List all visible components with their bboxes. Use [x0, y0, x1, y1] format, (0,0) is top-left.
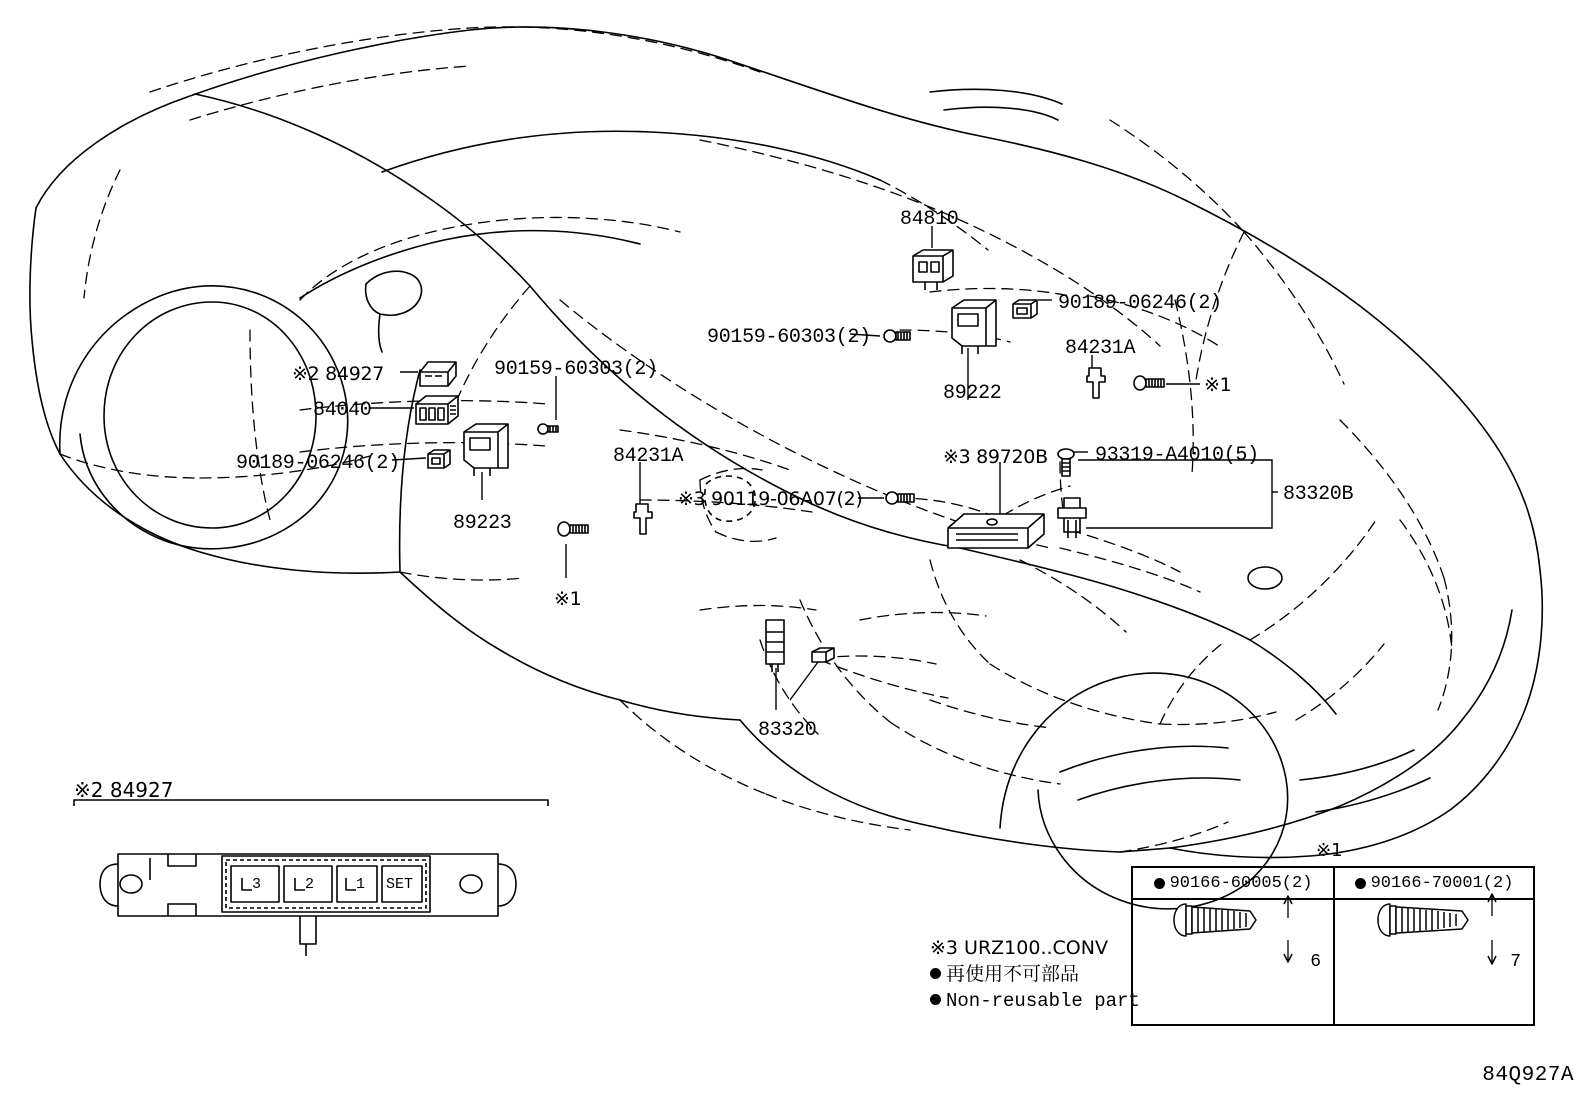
fastener-image-right: [1335, 900, 1533, 1026]
callout-90119-06a07: ※3 90119-06A07(2): [678, 488, 863, 510]
switch-key-1[interactable]: 1: [356, 876, 366, 893]
callout-90189-06246-left: 90189-06246(2): [236, 452, 400, 475]
callout-89223: 89223: [453, 512, 512, 535]
fastener-cell-right: [1333, 868, 1533, 1024]
filled-circle-icon: [1154, 878, 1165, 889]
callout-90159-60303-right: 90159-60303(2): [707, 326, 871, 349]
callout-89720b: ※3 89720B: [943, 446, 1048, 468]
callout-83320b: 83320B: [1283, 483, 1354, 506]
switch-key-3[interactable]: 3: [252, 876, 262, 893]
fastener-part-right: 90166-70001(2): [1335, 868, 1533, 900]
note-mark3: ※3 URZ100..CONV: [930, 937, 1108, 959]
note-nonreusable-en: Non-reusable part: [930, 988, 1140, 1014]
figure-id: 84Q927A: [1482, 1064, 1574, 1087]
legend-notes: [930, 935, 1140, 1014]
callout-mark1-left: ※1: [554, 588, 582, 610]
fastener-table: [1131, 866, 1535, 1026]
fastener-table-mark: ※1: [1316, 840, 1343, 861]
callout-90159-60303-left: 90159-60303(2): [494, 358, 658, 381]
switch-detail-title: ※2 84927: [74, 778, 174, 802]
filled-circle-icon: [930, 968, 941, 979]
callout-90189-06246-right: 90189-06246(2): [1058, 292, 1222, 315]
fastener-part-left: 90166-60005(2): [1133, 868, 1333, 900]
filled-circle-icon: [1355, 878, 1366, 889]
callout-84927: ※2 84927: [292, 363, 385, 385]
switch-key-2[interactable]: 2: [305, 876, 315, 893]
filled-circle-icon: [930, 994, 941, 1005]
switch-key-set[interactable]: SET: [386, 876, 414, 893]
callout-84810: 84810: [900, 208, 959, 231]
callout-84040: 84040: [313, 399, 372, 422]
fastener-length-left: 6: [1310, 952, 1321, 972]
callout-83320: 83320: [758, 719, 817, 742]
fastener-length-right: 7: [1510, 952, 1521, 972]
note-nonreusable-jp: 再使用不可部品: [930, 961, 1140, 988]
callout-mark1-right: ※1: [1204, 374, 1232, 396]
fastener-image-left: [1133, 900, 1333, 1026]
callout-89222: 89222: [943, 382, 1002, 405]
callout-84231a-right: 84231A: [1065, 337, 1136, 360]
callout-93319-a4010: 93319-A4010(5): [1095, 444, 1259, 467]
callout-84231a-left: 84231A: [613, 445, 684, 468]
fastener-cell-left: [1133, 868, 1333, 1024]
